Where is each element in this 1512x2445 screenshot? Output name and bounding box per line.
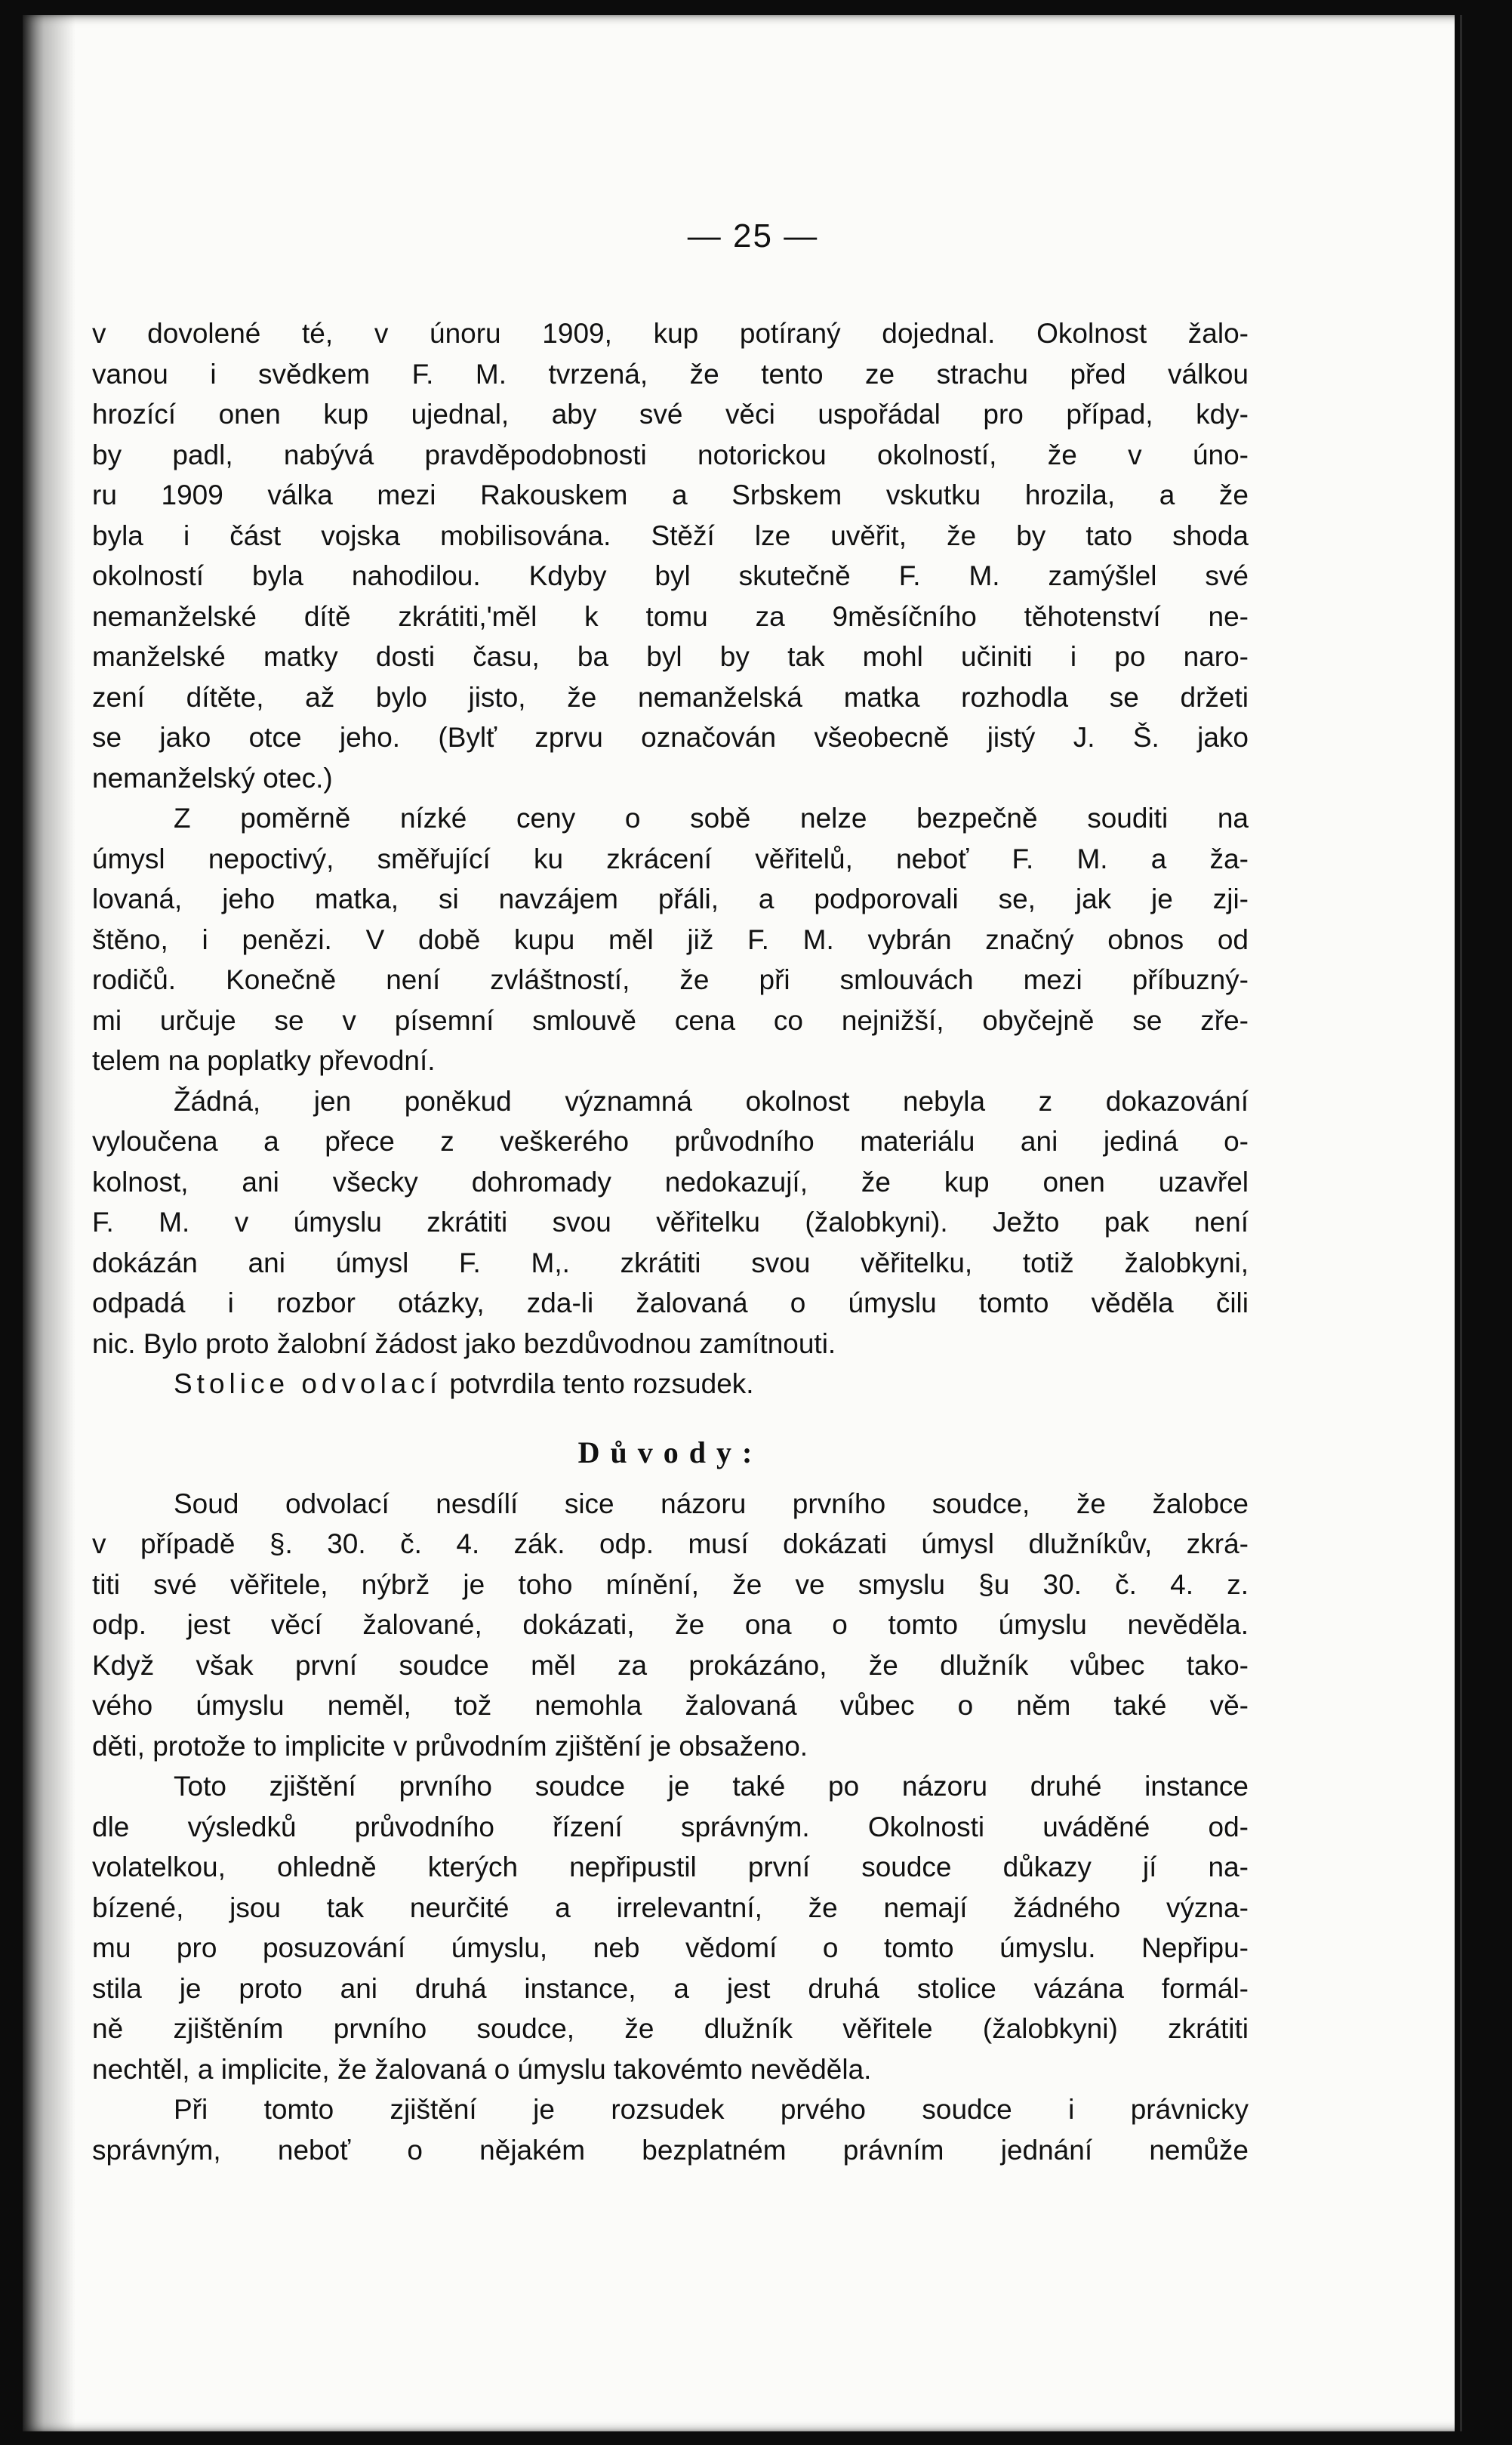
text-line: okolností byla nahodilou. Kdyby byl skutečně F. M. zamýšlel své (92, 560, 1249, 591)
text-line: správným, neboť o nějakém bezplatném právním jednání nemůže (92, 2134, 1249, 2166)
text-line: Když však první soudce měl za prokázáno, že dlužník vůbec tako- (92, 1649, 1249, 1681)
text-line: se jako otce jeho. (Bylť zprvu označován všeobecně jistý J. Š. jako (92, 722, 1249, 753)
text-line: stila je proto ani druhá instance, a jest druhá stolice vázána formál- (92, 1972, 1249, 2004)
text-line: děti, protože to implicite v průvodním zjištění je obsaženo. (92, 1730, 808, 1762)
page-right-edge (1455, 15, 1483, 2431)
text-line: nemanželský otec.) (92, 762, 333, 794)
text-line: ru 1909 válka mezi Rakouskem a Srbskem vskutku hrozila, a že (92, 479, 1249, 510)
section-heading: Důvody: (577, 1435, 763, 1469)
text-line: Toto zjištění prvního soudce je také po názoru druhé instance (174, 1771, 1249, 1802)
text-line: dle výsledků průvodního řízení správným. Okolnosti uváděné od- (92, 1811, 1249, 1842)
text-line: hrozící onen kup ujednal, aby své věci uspořádal pro případ, kdy- (92, 399, 1249, 430)
text-line: dokázán ani úmysl F. M,. zkrátiti svou věřitelku, totiž žalobkyni, (92, 1247, 1249, 1278)
text-line: zení dítěte, až bylo jisto, že nemanželská matka rozhodla se držeti (92, 681, 1249, 713)
text-line: odp. jest věcí žalované, dokázati, že ona o tomto úmyslu nevěděla. (92, 1609, 1249, 1640)
spaced-text: Stolice odvolací (174, 1368, 442, 1399)
text-line: rodičů. Konečně není zvláštností, že při smlouvách mezi příbuzný- (92, 964, 1249, 995)
text-line: nemanželské dítě zkrátiti,'měl k tomu za 9měsíčního těhotenství ne- (92, 600, 1249, 632)
text-line: štěno, i penězi. V době kupu měl již F. M. vybrán značný obnos od (92, 923, 1249, 955)
text-line: titi své věřitele, nýbrž je toho mínění, že ve smyslu §u 30. č. 4. z. (92, 1568, 1249, 1600)
text-line: vého úmyslu neměl, tož nemohla žalovaná vůbec o něm také vě- (92, 1690, 1249, 1721)
text-line: nechtěl, a implicite, že žalovaná o úmyslu takovémto nevěděla. (92, 2053, 872, 2085)
text-line: lovaná, jeho matka, si navzájem přáli, a podporovali se, jak je zji- (92, 883, 1249, 914)
body-text (92, 313, 1249, 2170)
text-line: vyloučena a přece z veškerého průvodního materiálu ani jediná o- (92, 1126, 1249, 1157)
text-line: úmysl nepoctivý, směřující ku zkrácení věřitelů, neboť F. M. a ža- (92, 843, 1249, 874)
text-line-rest: potvrdila tento rozsudek. (442, 1368, 754, 1399)
text-line: byla i část vojska mobilisována. Stěží lze uvěřit, že by tato shoda (92, 520, 1249, 551)
text-line: telem na poplatky převodní. (92, 1045, 436, 1076)
page-right-line (1460, 15, 1462, 2431)
text-line: Z poměrně nízké ceny o sobě nelze bezpečně souditi na (174, 803, 1249, 834)
text-line: Při tomto zjištění je rozsudek prvého soudce i právnicky (174, 2094, 1249, 2125)
text-line: vanou i svědkem F. M. tvrzená, že tento ze strachu před válkou (92, 358, 1249, 390)
text-line: bízené, jsou tak neurčité a irrelevantní, že nemají žádného význa- (92, 1892, 1249, 1923)
text-line: odpadá i rozbor otázky, zda-li žalovaná o úmyslu tomto věděla čili (92, 1287, 1249, 1318)
text-line: volatelkou, ohledně kterých nepřipustil první soudce důkazy jí na- (92, 1851, 1249, 1882)
text-line (92, 1364, 1249, 1404)
text-line: mu pro posuzování úmyslu, neb vědomí o tomto úmyslu. Nepřipu- (92, 1932, 1249, 1963)
text-line: mi určuje se v písemní smlouvě cena co nejnižší, obyčejně se zře- (92, 1004, 1249, 1036)
text-line: nic. Bylo proto žalobní žádost jako bezdůvodnou zamítnouti. (92, 1327, 836, 1359)
text-line: v případě §. 30. č. 4. zák. odp. musí dokázati úmysl dlužníkův, zkrá- (92, 1528, 1249, 1559)
page-binding-shadow (23, 15, 75, 2431)
text-line: by padl, nabývá pravděpodobnosti notorickou okolností, že v úno- (92, 439, 1249, 470)
text-line: v dovolené té, v únoru 1909, kup potíraný dojednal. Okolnost žalo- (92, 318, 1249, 349)
document-page (23, 15, 1483, 2431)
text-line: kolnost, ani všecky dohromady nedokazují, že kup onen uzavřel (92, 1166, 1249, 1198)
page-number: — 25 — (687, 217, 819, 254)
text-line: Žádná, jen poněkud významná okolnost nebyla z dokazování (174, 1085, 1249, 1117)
text-line: ně zjištěním prvního soudce, že dlužník věřitele (žalobkyni) zkrátiti (92, 2013, 1249, 2044)
text-line: manželské matky dosti času, ba byl by tak mohl učiniti i po naro- (92, 641, 1249, 672)
text-line: F. M. v úmyslu zkrátiti svou věřitelku (žalobkyni). Ježto pak není (92, 1207, 1249, 1238)
text-line: Soud odvolací nesdílí sice názoru prvního soudce, že žalobce (174, 1488, 1249, 1519)
